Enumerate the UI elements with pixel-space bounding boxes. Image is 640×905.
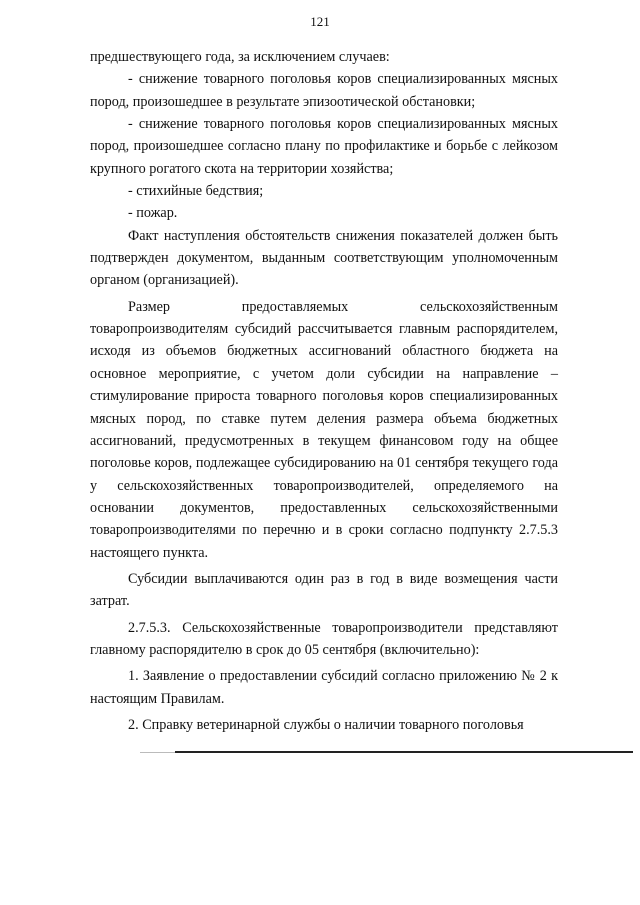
paragraph-item-2: 2. Справку ветеринарной службы о наличии товарного поголовья xyxy=(128,716,524,733)
scan-artifact-line xyxy=(175,751,633,753)
list-item-leukosis: - снижение товарного поголовья коров специализированных мясных пород, произошедшее согласно плану по профилактике и борьбе с лейкозом крупного рогатого скота на территории хозяйства; xyxy=(90,116,558,177)
list-item-fire: - пожар. xyxy=(128,205,178,222)
document-body xyxy=(90,46,558,736)
paragraph-subsidy-size: Размер предоставляемых сельскохозяйственным товаропроизводителям субсидий рассчитывается главным распорядителем, исходя из объемов бюджетных ассигнований областного бюджета на основное мероприятие, с учетом доли субсидии на направление – стимулирование прироста товарного поголовья коров специализированных мясных пород, по ставке путем деления размера объема бюджетных ассигнований, предусмотренных в текущем финансовом году на общее поголовье коров, подлежащее субсидированию на 01 сентября текущего года у сельскохозяйственных товаропроизводителей, определяемого на основании документов, предоставленных сельскохозяйственными товаропроизводителями по перечню и в сроки согласно подпункту 2.7.5.3 настоящего пункта. xyxy=(90,298,558,561)
list-item-epizootic: - снижение товарного поголовья коров специализированных мясных пород, произошедшее в результате эпизоотической обстановки; xyxy=(90,71,558,110)
paragraph-continuation: предшествующего года, за исключением случаев: xyxy=(90,49,390,65)
scan-artifact-line-faint xyxy=(140,752,176,753)
paragraph-confirmation: Факт наступления обстоятельств снижения показателей должен быть подтвержден документом, выданным соответствующим уполномоченным органом (организацией). xyxy=(90,227,558,289)
paragraph-section-2-7-5-3: 2.7.5.3. Сельскохозяйственные товаропроизводители представляют главному распорядителю в срок до 05 сентября (включительно): xyxy=(90,619,558,658)
page-number: 121 xyxy=(310,14,330,29)
paragraph-payment: Субсидии выплачиваются один раз в год в виде возмещения части затрат. xyxy=(90,570,558,610)
list-item-natural-disasters: - стихийные бедствия; xyxy=(128,183,264,200)
paragraph-item-1: 1. Заявление о предоставлении субсидий согласно приложению № 2 к настоящим Правилам. xyxy=(90,668,558,707)
